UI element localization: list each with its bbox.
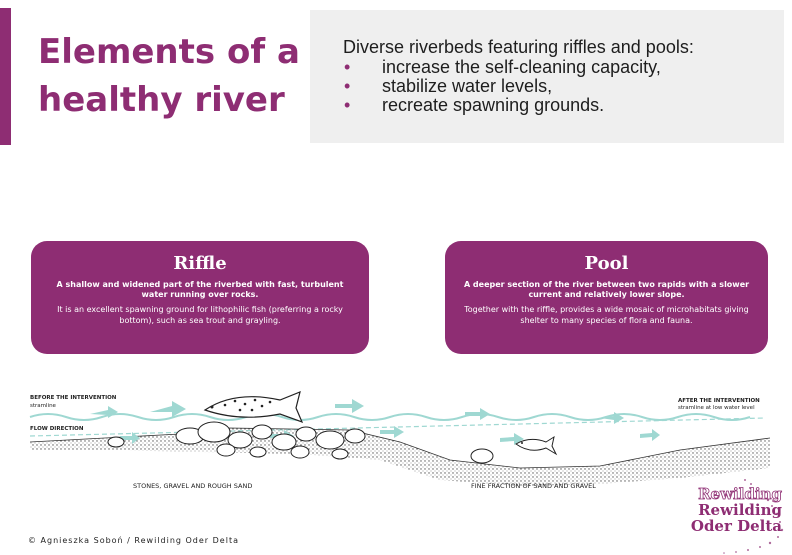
flow-direction-label: FLOW DIRECTION bbox=[30, 426, 84, 432]
info-panel bbox=[310, 10, 784, 143]
pool-title: Pool bbox=[584, 253, 629, 274]
benefit-text: recreate spawning grounds. bbox=[382, 95, 605, 115]
logo-line-1: Rewilding bbox=[698, 485, 782, 503]
before-stramline-label: stramline bbox=[30, 403, 56, 409]
list-item bbox=[338, 77, 661, 96]
rewilding-oder-delta-logo bbox=[650, 474, 790, 555]
pool-description: Together with the riffle, provides a wide mosaic of microhabitats giving shelter to many species of flora and fauna. bbox=[464, 305, 749, 325]
after-intervention-label: AFTER THE INTERVENTION bbox=[678, 398, 760, 404]
stones-caption: STONES, GRAVEL AND ROUGH SAND bbox=[133, 482, 253, 490]
accent-bar bbox=[0, 8, 11, 145]
bullet-icon: • bbox=[344, 57, 351, 77]
riffle-card bbox=[31, 241, 369, 354]
title-line-2: healthy river bbox=[38, 80, 285, 120]
list-item bbox=[338, 58, 661, 77]
bullet-icon: • bbox=[344, 76, 351, 96]
riffle-title: Riffle bbox=[173, 253, 227, 274]
riffle-definition: A shallow and widened part of the riverbed with fast, turbulent water running over rocks. bbox=[56, 280, 344, 299]
benefits-list bbox=[338, 58, 661, 115]
sand-caption: FINE FRACTION OF SAND AND GRAVEL bbox=[471, 482, 596, 490]
after-stramline-label: stramline at low water level bbox=[678, 405, 755, 411]
logo-line-3: Oder Delta bbox=[690, 517, 782, 535]
page-title bbox=[38, 28, 308, 124]
riffle-description: It is an excellent spawning ground for lithophilic fish (preferring a rocky bottom), such as sea trout and grayling. bbox=[57, 305, 343, 325]
before-intervention-label: BEFORE THE INTERVENTION bbox=[30, 395, 117, 401]
benefit-text: increase the self-cleaning capacity, bbox=[382, 57, 661, 77]
pool-card bbox=[445, 241, 768, 354]
trout-fish-icon bbox=[205, 392, 302, 422]
info-intro: Diverse riverbeds featuring riffles and pools: bbox=[343, 37, 694, 57]
title-line-1: Elements of a bbox=[38, 32, 300, 72]
list-item bbox=[338, 96, 661, 115]
bullet-icon: • bbox=[344, 95, 351, 115]
benefit-text: stabilize water levels, bbox=[382, 76, 553, 96]
logo-line-2: Rewilding bbox=[698, 501, 782, 519]
streamline-wave bbox=[30, 414, 750, 420]
copyright-footer: © Agnieszka Soboń / Rewilding Oder Delta bbox=[28, 536, 239, 545]
pool-definition: A deeper section of the river between two rapids with a slower current and relatively lower slope. bbox=[463, 280, 750, 299]
